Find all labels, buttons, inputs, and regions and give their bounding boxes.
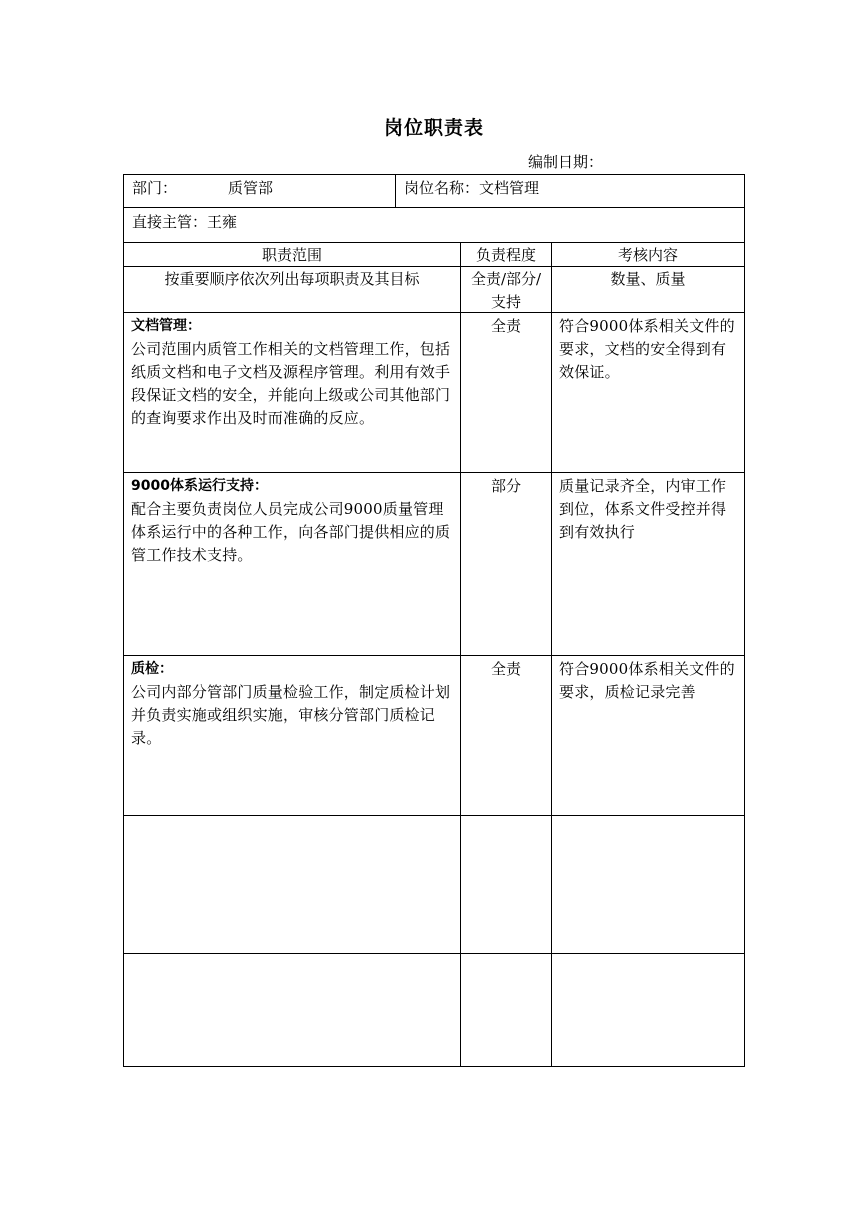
duty-assessment: 质量记录齐全，内审工作到位，体系文件受控并得到有效执行 [559,477,727,541]
subheader-scope: 按重要顺序依次列出每项职责及其目标 [164,270,420,288]
duty-title: 9000体系运行支持： [131,478,268,494]
duty-description: 公司内部分管部门质量检验工作，制定质检计划并负责实施或组织实施，审核分管部门质检记录。 [131,683,451,747]
subheader-assessment: 数量、质量 [610,270,686,288]
page-title: 岗位职责表 [383,117,484,139]
duty-degree: 全责 [490,660,521,678]
duty-assessment: 符合9000体系相关文件的要求，质检记录完善 [559,660,735,701]
department-value: 质管部 [228,179,274,197]
duty-description: 公司范围内质管工作相关的文档管理工作，包括纸质文档和电子文档及源程序管理。利用有效手段保证文档的安全，并能向上级或公司其他部门的查询要求作出及时而准确的反应。 [131,340,451,427]
duty-description: 配合主要负责岗位人员完成公司9000质量管理体系运行中的各种工作，向各部门提供相应的质管工作技术支持。 [131,500,451,564]
compile-date-label: 编制日期： [528,153,604,171]
duty-table [123,174,745,1067]
duty-degree: 部分 [490,477,521,495]
duty-row [131,658,455,750]
table-rule [123,815,745,816]
duty-row [131,475,455,567]
table-divider [551,242,552,1067]
department-label: 部门： [132,179,178,197]
table-rule [123,953,745,954]
header-degree: 负责程度 [475,246,536,264]
duty-title: 质检： [131,661,173,677]
position-name: 岗位名称：文档管理 [404,179,540,197]
duty-assessment: 符合9000体系相关文件的要求，文档的安全得到有效保证。 [559,317,735,381]
duty-title: 文档管理： [131,318,201,334]
supervisor: 直接主管：王雍 [132,213,238,231]
duty-row [131,315,455,430]
subheader-degree: 全责/部分/支持 [470,270,542,311]
table-divider [460,242,461,1067]
table-rule [123,242,745,243]
table-rule [123,655,745,656]
header-scope: 职责范围 [261,246,322,264]
duty-degree: 全责 [490,317,521,335]
table-rule [123,207,745,208]
table-rule [123,312,745,313]
table-divider [395,174,396,207]
header-assessment: 考核内容 [617,246,678,264]
table-rule [123,472,745,473]
